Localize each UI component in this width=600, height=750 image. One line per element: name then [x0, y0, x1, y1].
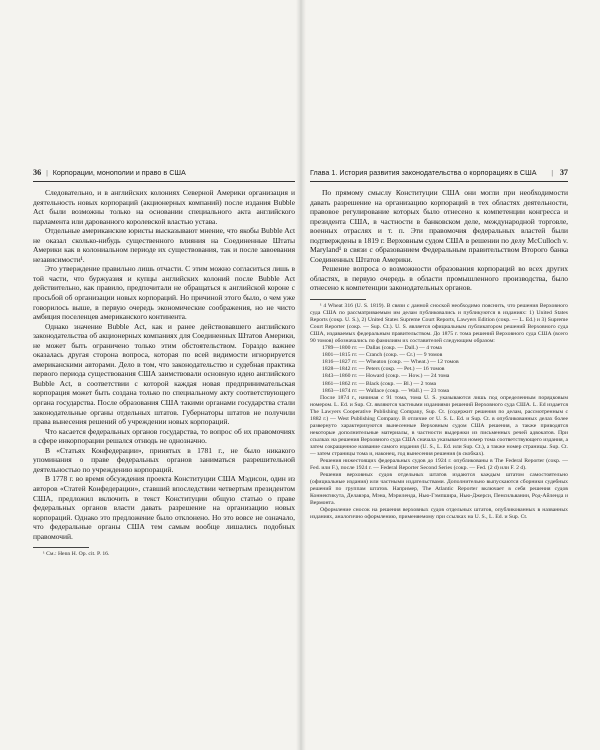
running-head-separator: |: [551, 168, 553, 177]
left-footnote: ¹ См.: Henn H. Op. cit. P. 16.: [43, 551, 110, 558]
left-paragraph: В 1778 г. во время обсуждения проекта Конституции США Мэдисон, один из авторов «Статей Конфедерации», ставший впоследствии четвертым президентом США, предложил включить в текст Конституции общую статью о праве федеральных органов власти давать разрешение на организацию новых корпораций. Однако это предложение было отклонено. Но это вовсе не означало, что федеральные органы США тем самым вообще лишались подобных правомочий.: [33, 474, 295, 541]
right-running-title: Глава 1. История развития законодательства о корпорациях в США: [310, 168, 537, 177]
left-paragraph: Однако значение Bubble Act, как и ранее действовавшего английского законодательства об акционерных компаниях для Соединенных Штатов Америки, не может быть ограничено только этим обстоятельством. Гораздо важнее оказалась другая сторона вопроса, которая по всей видимости игнорируется американскими авторами. Дело в том, что законодательство и судебная практика первого периода существования США заимствовали основную идею английского Bubble Act, в соответствии с которой каждая новая предпринимательская корпорация может быть создана только по специальному акту соответствующего органа государства. После образования США такими органами государства стали законодательные органы отдельных штатов. Губернаторы штатов не получили права вынесения решений об учреждении новых корпораций.: [33, 321, 295, 427]
right-footnote: После 1874 г., начиная с 91 тома, тома U. S. указываются лишь под определенным порядковым номером. L. Ed. и Sup. Ct. являются частными изданиями решений Верховного суда США. L. Ed издается The Lawyers Cooperative Publishing Company, Sup. Ct. (содержит решения по делам, рассмотренным с 1882 г.) — West Publishing Company. В отличие от U. S. L. Ed. и Sup. Ct. в опубликованных делах более развернуто характеризуются вынесенные Верховным судом США решения, а также приводятся некоторые дополнительные материалы, в частности выдержки из письменных речей адвокатов. При ссылках на решения Верховного суда США сначала указывается номер тома соответствующего издания, а затем сокращенное название самого издания (U. S., L. Ed. или Sup. Ct.), а также номер страницы. Sup. Ct. — затем страницы тома и, наконец, год вынесения решения (в скобках).: [310, 394, 568, 457]
right-page-number: 37: [559, 168, 568, 177]
list-item: 1801—1815 гг. — Cranch (сокр. — Cr.) — 9 томов: [322, 352, 443, 359]
list-item: 1828—1842 гг. — Peters (сокр. — Pet.) — 16 томов: [322, 366, 445, 373]
footnote-rule: [310, 299, 366, 300]
list-item: 1789—1800 гг. — Dallas (сокр. — Dall.) — 4 тома: [322, 345, 442, 352]
list-item: 1843—1860 гг. — Howard (сокр. — How.) — 24 тома: [322, 373, 450, 380]
right-running-head: [310, 168, 568, 182]
list-item: 1816—1827 гг. — Wheaton (сокр. — Wheat.) — 12 томов: [322, 359, 459, 366]
left-page: [33, 168, 295, 558]
left-paragraph: Это утверждение правильно лишь отчасти. С этим можно согласиться лишь в той части, что буржуазия и купцы английских колоний после Bubble Act действительно, как правило, предпочитали не обращаться к английской короне с просьбой об организации новых корпораций. Но причиной этого было, о чем уже говорилось выше, в первую очередь экономические соображения, но не чисто амбиция поселенцев американского континента.: [33, 264, 295, 322]
left-page-number: 36: [33, 168, 42, 177]
list-item: 1863—1874 гг. — Wallace (сокр. — Wall.) — 23 тома: [322, 387, 450, 394]
left-paragraph: Следовательно, и в английских колониях Северной Америки организация и деятельность новых корпораций (акционерных компаний) после издания Bubble Act были возможны только на основании специального акта английского парламента или дарованного королевской властью устава.: [33, 188, 295, 226]
right-footnote: Решения верховных судов отдельных штатов издаются каждым штатом самостоятельно (официальные издания) или частными издательствами. Дополнительно выпускаются сборники судебных решений по группам штатов. Например, The Atlantic Reporter включает в себя решения судов Коннектикута, Делавэра, Мэна, Мэриленда, Нью-Гэмпшира, Нью-Джерси, Пенсильвании, Род-Айленда и Вермонта.: [310, 472, 568, 507]
footnote-rule: [33, 547, 89, 548]
left-paragraph: Что касается федеральных органов государства, то вопрос об их правомочиях в сфере инкорпорации решался отнюдь не однозначно.: [33, 426, 295, 446]
left-paragraph: Отдельные американские юристы высказывают мнение, что якобы Bubble Act не оказал сколько-нибудь существенного влияния на Соединенные Штаты Америки как в колониальном периоде их существования, так и после завоевания независимости¹.: [33, 226, 295, 264]
list-item: 1861—1862 гг. — Black (сокр. — Bl.) — 2 тома: [322, 380, 437, 387]
page-gutter: [296, 0, 306, 750]
left-running-title: Корпорации, монополии и право в США: [52, 168, 186, 177]
left-paragraph: В «Статьях Конфедерации», принятых в 1781 г., не было никакого упоминания о праве федеральных органов заниматься разрешительной деятельностью по учреждению корпораций.: [33, 445, 295, 474]
right-footnote: ¹ 4 Wheat 316 (U. S. 1819). В связи с данной сноской необходимо пояснить, что решения Верховного суда США по рассматриваемым им делам публиковались и публикуются в изданиях: 1) United States Reports (сокр. U. S.), 2) United States Supreme Court Reports, Lawyers Edition (сокр. — L. Ed.) и 3) Supreme Court Reporter (сокр. — Sup. Ct.). U. S. является официальным публикатором решений Верховного суда США, издаваемых федеральным правительством. До 1875 г. тома решений Верховного суда США (всего 90 томов) обозначались по фамилиям их составителей следующим образом:: [310, 303, 568, 345]
right-page: [310, 168, 568, 521]
running-head-separator: |: [46, 168, 48, 177]
right-footnote: Оформление сносок на решения верховных судов отдельных штатов, опубликованных в названных изданиях, аналогично оформлению, применяемому при ссылках на U. S., L. Ed. и Sup. Ct.: [310, 507, 568, 521]
right-paragraph: По прямому смыслу Конституции США они могли при необходимости давать разрешение на организацию корпораций в тех областях деятельности, правовое регулирование которых было отнесено к компетенции конгресса и президента США, в частности в банковском деле, международной торговле, военных отраслях и т. п. Эти правомочия федеральных властей были подтверждены в 1819 г. Верховным судом США в решении по делу McCulloch v. Maryland¹ в связи с образованием Федеральным правительством Второго банка Соединенных Штатов Америки.: [310, 188, 568, 264]
right-paragraph: Решение вопроса о возможности образования корпораций во всех других областях, в первую очередь в области промышленного производства, было отнесено к компетенции законодательных органов.: [310, 264, 568, 293]
reporter-volumes-list: [322, 345, 568, 394]
left-running-head: [33, 168, 295, 182]
right-footnote: Решения нижестоящих федеральных судов до 1924 г. опубликованы в The Federal Reporter (сокр. — Fed. или F.), после 1924 г. — Federal Reporter Second Series (сокр. — Fed. (2 d) или F. 2 d).: [310, 458, 568, 472]
